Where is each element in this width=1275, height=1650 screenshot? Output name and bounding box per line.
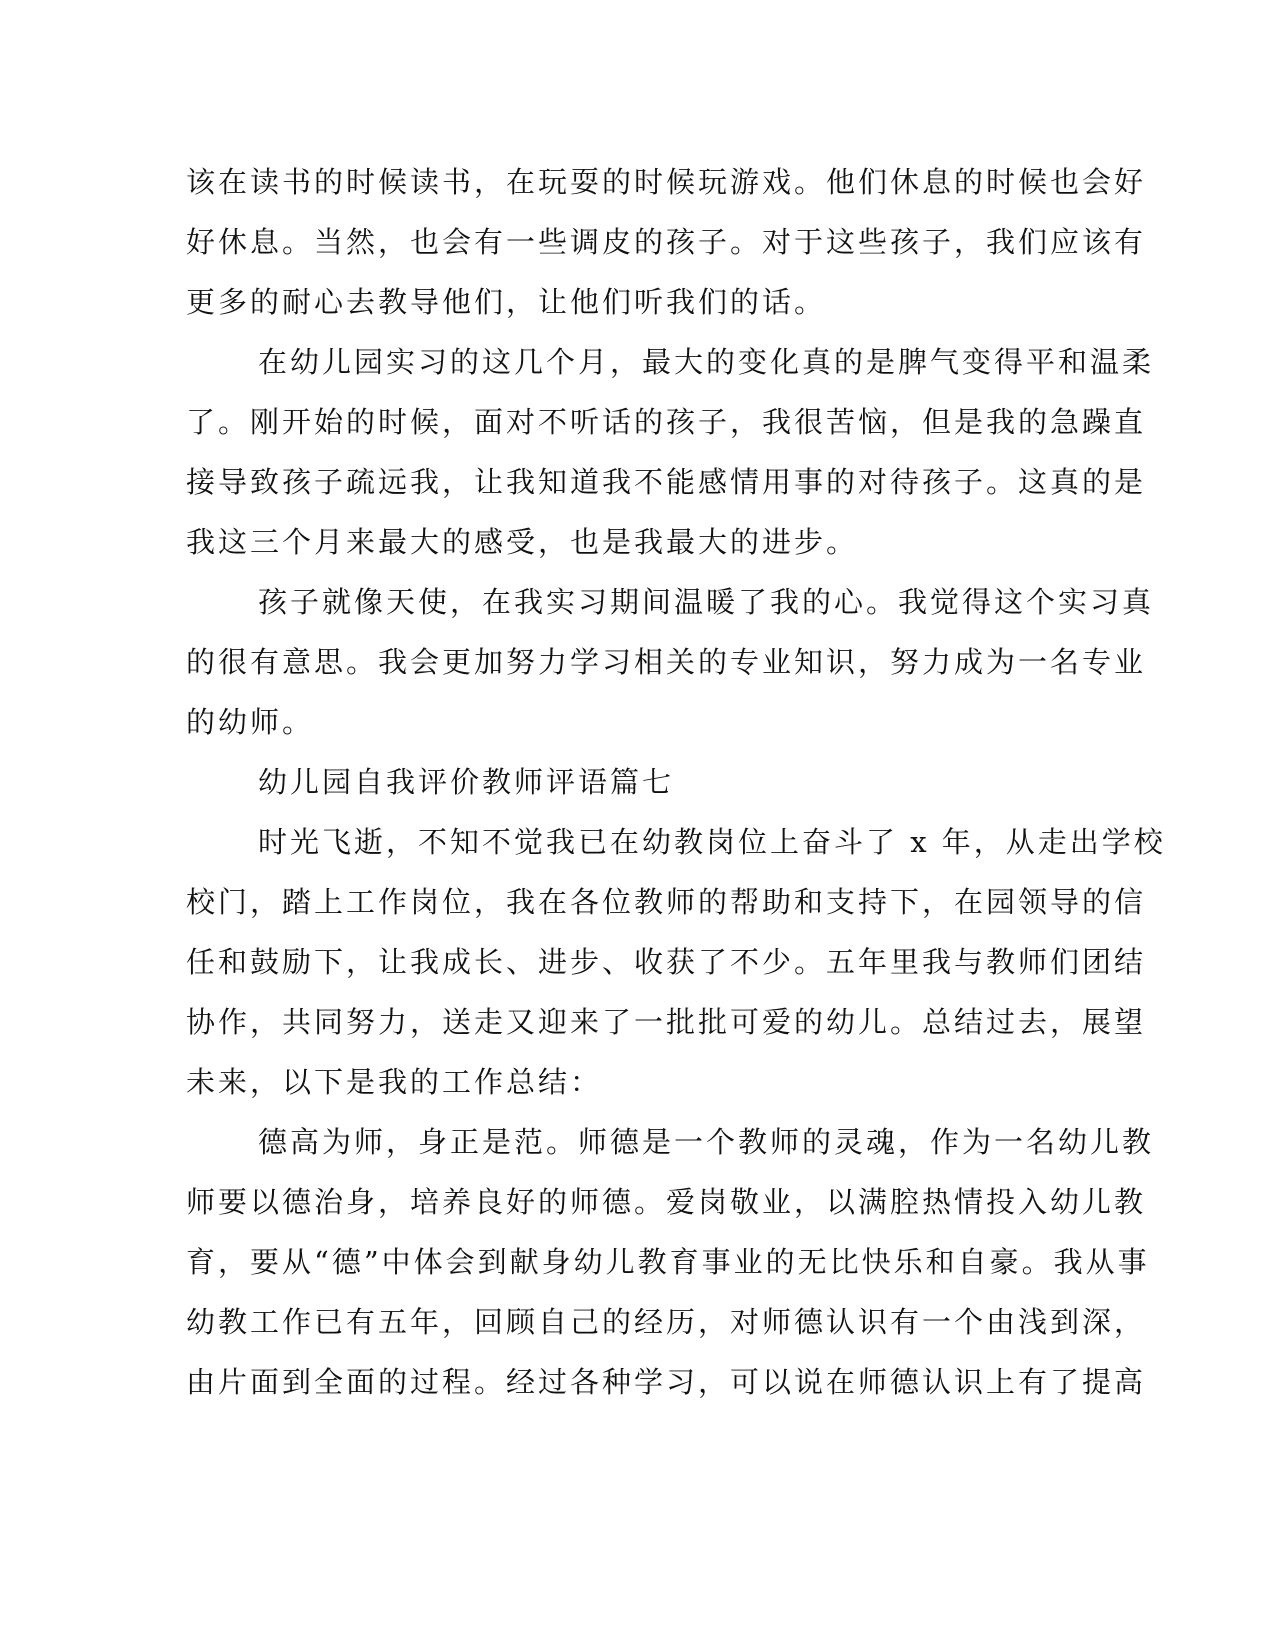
paragraph-first-line: 在幼儿园实习的这几个月，最大的变化真的是脾气变得平和温柔	[258, 345, 1155, 379]
text-line: 协作，共同努力，送走又迎来了一批批可爱的幼儿。总结过去，展望	[186, 1005, 1147, 1039]
section-heading: 幼儿园自我评价教师评语篇七	[258, 765, 675, 799]
text-line: 未来，以下是我的工作总结：	[186, 1065, 603, 1099]
document-body	[186, 152, 1166, 1412]
text-line: 育，要从“德”中体会到献身幼儿教育事业的无比快乐和自豪。我从事	[186, 1245, 1150, 1279]
text-line: 该在读书的时候读书，在玩耍的时候玩游戏。他们休息的时候也会好	[186, 165, 1147, 199]
text-line: 师要以德治身，培养良好的师德。爱岗敬业，以满腔热情投入幼儿教	[186, 1185, 1147, 1219]
text-line: 了。刚开始的时候，面对不听话的孩子，我很苦恼，但是我的急躁直	[186, 405, 1147, 439]
text-line: 我这三个月来最大的感受，也是我最大的进步。	[186, 525, 859, 559]
text-line: 由片面到全面的过程。经过各种学习，可以说在师德认识上有了提高	[186, 1365, 1147, 1399]
text-line: 幼教工作已有五年，回顾自己的经历，对师德认识有一个由浅到深，	[186, 1305, 1147, 1339]
text-line: 接导致孩子疏远我，让我知道我不能感情用事的对待孩子。这真的是	[186, 465, 1147, 499]
text-line: 的幼师。	[186, 705, 315, 739]
text-line: 更多的耐心去教导他们，让他们听我们的话。	[186, 285, 827, 319]
text-line: 任和鼓励下，让我成长、进步、收获了不少。五年里我与教师们团结	[186, 945, 1147, 979]
paragraph-first-line: 孩子就像天使，在我实习期间温暖了我的心。我觉得这个实习真	[258, 585, 1155, 619]
paragraph-first-line: 德高为师，身正是范。师德是一个教师的灵魂，作为一名幼儿教	[258, 1125, 1155, 1159]
text-line: 校门，踏上工作岗位，我在各位教师的帮助和支持下，在园领导的信	[186, 885, 1147, 919]
text-line: 好休息。当然，也会有一些调皮的孩子。对于这些孩子，我们应该有	[186, 225, 1147, 259]
text-line: 的很有意思。我会更加努力学习相关的专业知识，努力成为一名专业	[186, 645, 1147, 679]
paragraph-first-line: 时光飞逝，不知不觉我已在幼教岗位上奋斗了 x 年，从走出学校	[258, 825, 1166, 859]
